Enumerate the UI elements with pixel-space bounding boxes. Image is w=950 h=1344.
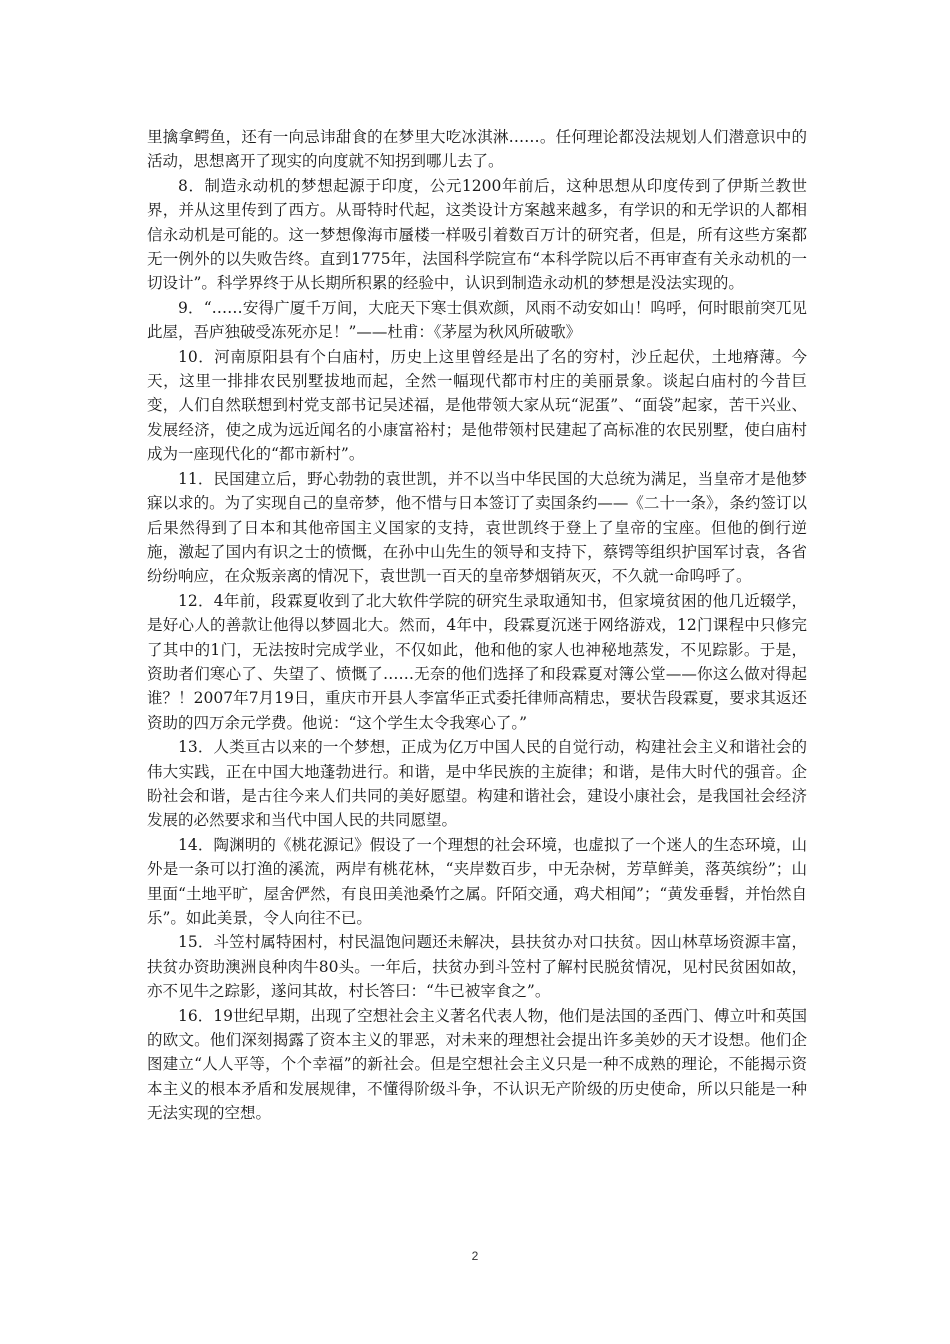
paragraph-item-8: 8．制造永动机的梦想起源于印度，公元1200年前后，这种思想从印度传到了伊斯兰教世界，并从这里传到了西方。从哥特时代起，这类设计方案越来越多，有学识的和无学识的人都相信永动机是可能的。这一梦想像海市蜃楼一样吸引着数百万计的研究者，但是，所有这些方案都无一例外的以失败告终。直到1775年，法国科学院宣布“本科学院以后不再审查有关永动机的一切设计”。科学界终于从长期所积累的经验中，认识到制造永动机的梦想是没法实现的。: [147, 176, 807, 293]
paragraph-item-13: 13．人类亘古以来的一个梦想，正成为亿万中国人民的自觉行动，构建社会主义和谐社会的伟大实践，正在中国大地蓬勃进行。和谐，是中华民族的主旋律；和谐，是伟大时代的强音。企盼社会和谐，是古往今来人们共同的美好愿望。构建和谐社会，建设小康社会，是我国社会经济发展的必然要求和当代中国人民的共同愿望。: [147, 738, 807, 830]
paragraph-item-9: 9．“……安得广厦千万间，大庇天下寒士俱欢颜，风雨不动安如山！呜呼，何时眼前突兀见此屋，吾庐独破受冻死亦足！”——杜甫：《茅屋为秋风所破歌》: [147, 298, 807, 342]
continuation-paragraph: 里擒拿鳄鱼，还有一向忌讳甜食的在梦里大吃冰淇淋……。任何理论都没法规划人们潜意识中的活动，思想离开了现实的向度就不知拐到哪儿去了。: [147, 128, 807, 171]
paragraph-item-11: 11．民国建立后，野心勃勃的袁世凯，并不以当中华民国的大总统为满足，当皇帝才是他梦寐以求的。为了实现自己的皇帝梦，他不惜与日本签订了卖国条约——《二十一条》，条约签订以后果然得到了日本和其他帝国主义国家的支持，袁世凯终于登上了皇帝的宝座。但他的倒行逆施，激起了国内有识之士的愤慨，在孙中山先生的领导和支持下，蔡锷等组织护国军讨袁，各省纷纷响应，在众叛亲离的情况下，袁世凯一百天的皇帝梦烟销灰灭，不久就一命呜呼了。: [147, 469, 807, 586]
paragraph-item-15: 15．斗笠村属特困村，村民温饱问题还未解决，县扶贫办对口扶贫。因山林草场资源丰富，扶贫办资助澳洲良种肉牛80头。一年后，扶贫办到斗笠村了解村民脱贫情况，见村民贫困如故，亦不见牛之踪影，遂问其故，村长答曰：“牛已被宰食之”。: [147, 933, 807, 1001]
paragraph-item-12: 12．4年前，段霖夏收到了北大软件学院的研究生录取通知书，但家境贫困的他几近辍学，是好心人的善款让他得以梦圆北大。然而，4年中，段霖夏沉迷于网络游戏，12门课程中只修完了其中的1门，无法按时完成学业，不仅如此，他和他的家人也神秘地蒸发，不见踪影。于是，资助者们寒心了、失望了、愤慨了……无奈的他们选择了和段霖夏对簿公堂——你这么做对得起谁？！2007年7月19日，重庆市开县人李富华正式委托律师高精忠，要状告段霖夏，要求其返还资助的四万余元学费。他说：“这个学生太令我寒心了。”: [147, 591, 807, 732]
document-body: [147, 125, 807, 1126]
paragraph-item-16: 16．19世纪早期，出现了空想社会主义著名代表人物，他们是法国的圣西门、傅立叶和英国的欧文。他们深刻揭露了资本主义的罪恶，对未来的理想社会提出许多美妙的天才设想。他们企图建立“人人平等，个个幸福”的新社会。但是空想社会主义只是一种不成熟的理论，不能揭示资本主义的根本矛盾和发展规律，不懂得阶级斗争，不认识无产阶级的历史使命，所以只能是一种无法实现的空想。: [147, 1006, 807, 1123]
page-number: 2: [471, 1249, 479, 1263]
paragraph-item-14: 14．陶渊明的《桃花源记》假设了一个理想的社会环境，也虚拟了一个迷人的生态环境，山外是一条可以打渔的溪流，两岸有桃花林，“夹岸数百步，中无杂树，芳草鲜美，落英缤纷”；山里面“土地平旷，屋舍俨然，有良田美池桑竹之属。阡陌交通，鸡犬相闻”；“黄发垂髫，并怡然自乐”。如此美景，令人向往不已。: [147, 835, 807, 927]
paragraph-item-10: 10．河南原阳县有个白庙村，历史上这里曾经是出了名的穷村，沙丘起伏，土地瘠薄。今天，这里一排排农民别墅拔地而起，全然一幅现代都市村庄的美丽景象。谈起白庙村的今昔巨变，人们自然联想到村党支部书记吴述福，是他带领大家从玩“泥蛋”、“面袋”起家，苦干兴业、发展经济，使之成为远近闻名的小康富裕村；是他带领村民建起了高标准的农民别墅，使白庙村成为一座现代化的“都市新村”。: [147, 347, 807, 464]
